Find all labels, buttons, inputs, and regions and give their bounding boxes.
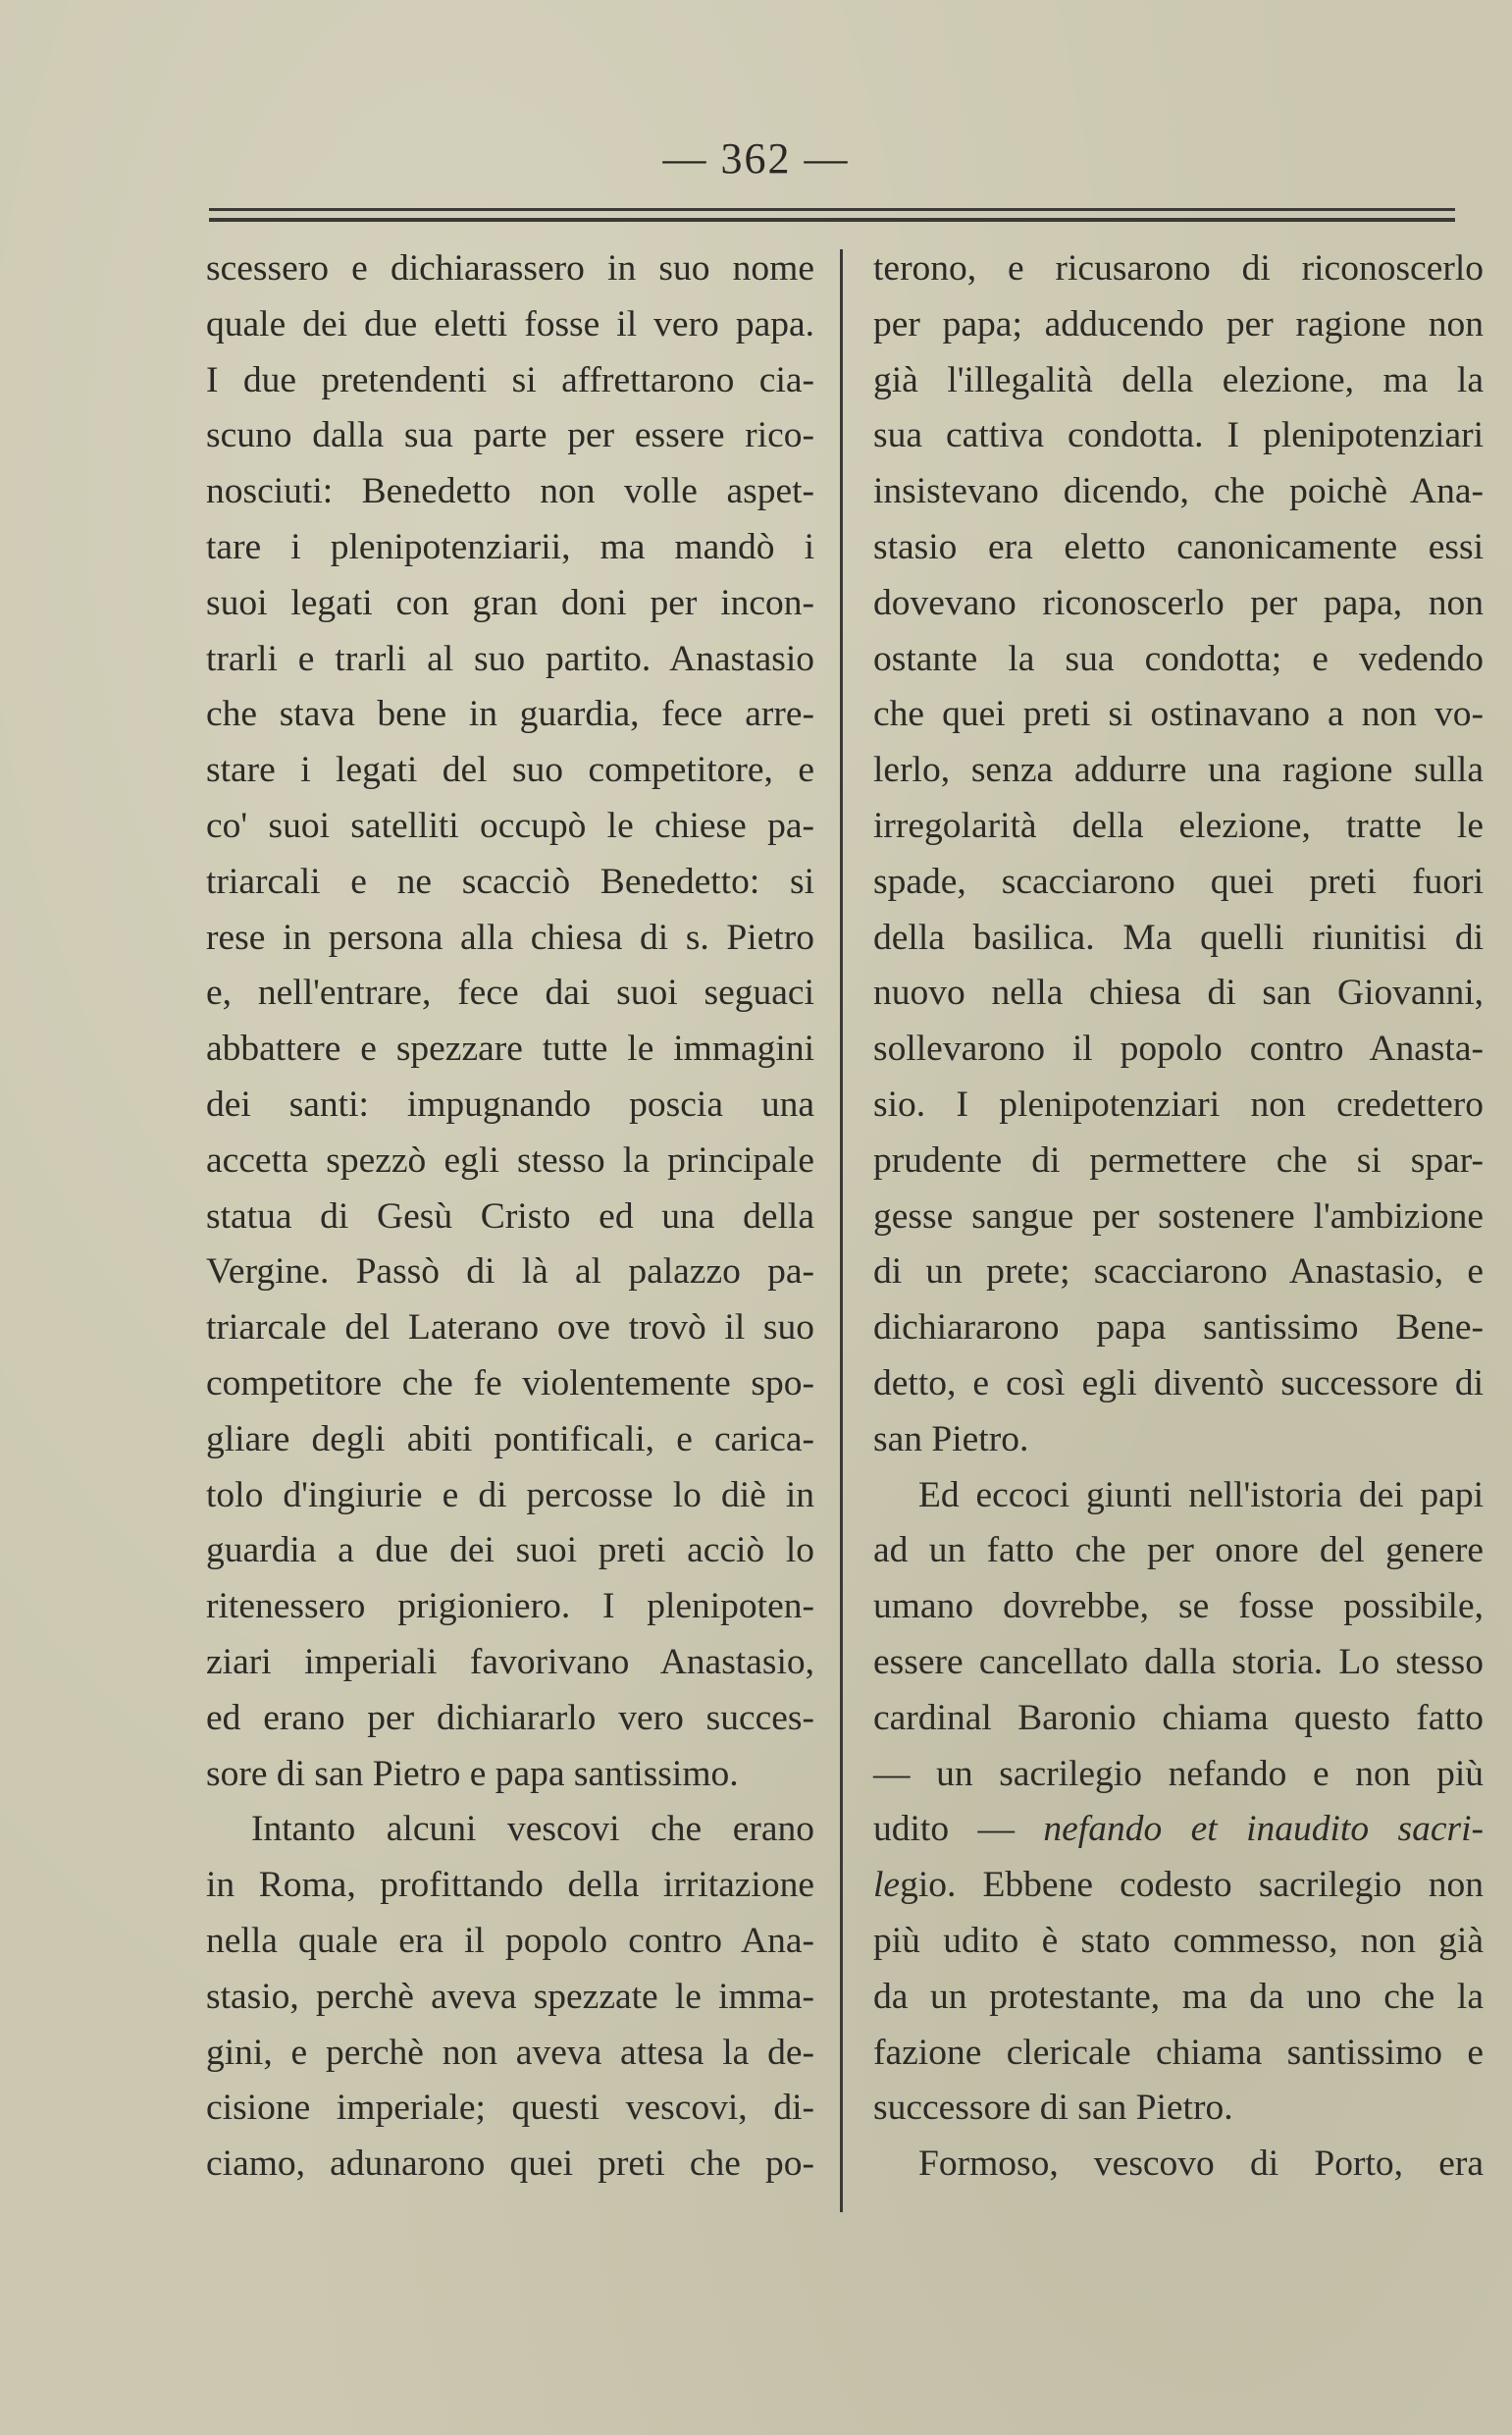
italic-latin-quote: le [873,1865,901,1906]
left-column [206,241,814,2193]
text-line: sua cattiva condotta. I plenipotenziari [873,415,1484,456]
text-line: — un sacrilegio nefando e non più [873,1753,1484,1794]
text-line: tare i plenipotenziarii, ma mandò i [206,526,814,567]
text-line: dichiararono papa santissimo Bene- [873,1307,1484,1349]
text-line: scessero e dichiarassero in suo nome [206,248,814,289]
text-line: tolo d'ingiurie e di percosse lo diè in [206,1474,814,1515]
text-line: gini, e perchè non aveva attesa la de- [206,2032,814,2073]
text-line: statua di Gesù Cristo ed una della [206,1195,814,1237]
text-line: rese in persona alla chiesa di s. Pietro [206,917,814,958]
text-line: ad un fatto che per onore del genere [873,1530,1484,1571]
text-line-with-italic [873,1802,1484,1858]
text-line: ed erano per dichiararlo vero succes- [206,1697,814,1738]
paragraph-start-line: Formoso, vescovo di Porto, era [918,2144,1484,2185]
text-line: ziari imperiali favorivano Anastasio, [206,1641,814,1682]
text-line: successore di san Pietro. [873,2088,1233,2129]
text-line: guardia a due dei suoi preti acciò lo [206,1530,814,1571]
text-line: quale dei due eletti fosse il vero papa. [206,303,814,344]
text-line: cardinal Baronio chiama questo fatto [873,1697,1484,1738]
text-line: triarcali e ne scacciò Benedetto: si [206,861,814,902]
text-line: ritenessero prigioniero. I plenipoten- [206,1586,814,1627]
text-line: umano dovrebbe, se fosse possibile, [873,1586,1484,1627]
text-line: più udito è stato commesso, non già [873,1920,1484,1961]
text-line: I due pretendenti si affrettarono cia- [206,359,814,400]
text-line: nella quale era il popolo contro Ana- [206,1920,814,1961]
text-line: lerlo, senza addurre una ragione sulla [873,750,1484,791]
paragraph-start-line: Intanto alcuni vescovi che erano [251,1809,814,1850]
text-line: in Roma, profittando della irritazione [206,1865,814,1906]
text-line: per papa; adducendo per ragione non [873,303,1484,344]
text-line: già l'illegalità della elezione, ma la [873,359,1484,400]
text-line: spade, scacciarono quei preti fuori [873,861,1484,902]
text-line: scuno dalla sua parte per essere rico- [206,415,814,456]
text-line: da un protestante, ma da uno che la [873,1976,1484,2017]
header-rule [209,208,1455,222]
text-line: san Pietro. [873,1418,1029,1459]
text-line: stare i legati del suo competitore, e [206,750,814,791]
text-line: abbattere e spezzare tutte le immagini [206,1029,814,1070]
text-line: che stava bene in guardia, fece arre- [206,694,814,735]
text-line: triarcale del Laterano ove trovò il suo [206,1307,814,1349]
text-fragment: udito — [873,1809,1044,1850]
column-separator [840,249,843,2212]
text-line: sio. I plenipotenziari non credettero [873,1084,1484,1125]
text-line: irregolarità della elezione, tratte le [873,805,1484,846]
text-line: sollevarono il popolo contro Anasta- [873,1029,1484,1070]
text-line: terono, e ricusarono di riconoscerlo [873,248,1484,289]
text-line: Vergine. Passò di là al palazzo pa- [206,1251,814,1293]
text-line: che quei preti si ostinavano a non vo- [873,694,1484,735]
text-line: ostante la sua condotta; e vedendo [873,638,1484,679]
text-line: trarli e trarli al suo partito. Anastasio [206,638,814,679]
text-line: nosciuti: Benedetto non volle aspet- [206,471,814,512]
text-line: di un prete; scacciarono Anastasio, e [873,1251,1484,1293]
text-line: prudente di permettere che si spar- [873,1139,1484,1181]
right-column [873,241,1484,2193]
text-line: stasio, perchè aveva spezzate le imma- [206,1976,814,2017]
text-line: insistevano dicendo, che poichè Ana- [873,471,1484,512]
text-line: e, nell'entrare, fece dai suoi seguaci [206,973,814,1014]
text-line: ciamo, adunarono quei preti che po- [206,2144,814,2185]
page-number: — 362 — [662,134,850,183]
text-line: dei santi: impugnando poscia una [206,1084,814,1125]
italic-latin-quote: nefando et inaudito sacri- [1043,1809,1484,1850]
text-line: gliare degli abiti pontificali, e carica- [206,1418,814,1459]
text-line: nuovo nella chiesa di san Giovanni, [873,973,1484,1014]
paragraph-start-line: Ed eccoci giunti nell'istoria dei papi [918,1474,1484,1515]
text-line: competitore che fe violentemente spo- [206,1362,814,1403]
text-line: sore di san Pietro e papa santissimo. [206,1753,739,1794]
text-line: essere cancellato dalla storia. Lo stesso [873,1641,1484,1682]
text-fragment: gio. Ebbene codesto sacrilegio non [900,1865,1484,1906]
text-line-with-italic [873,1858,1484,1914]
text-line: fazione clericale chiama santissimo e [873,2032,1484,2073]
text-line: accetta spezzò egli stesso la principale [206,1139,814,1181]
text-line: della basilica. Ma quelli riunitisi di [873,917,1484,958]
text-line: co' suoi satelliti occupò le chiese pa- [206,805,814,846]
text-line: gesse sangue per sostenere l'ambizione [873,1195,1484,1237]
text-line: stasio era eletto canonicamente essi [873,526,1484,567]
text-line: cisione imperiale; questi vescovi, di- [206,2088,814,2129]
text-line: dovevano riconoscerlo per papa, non [873,582,1484,623]
text-line: detto, e così egli diventò successore di [873,1362,1484,1403]
text-line: suoi legati con gran doni per incon- [206,582,814,623]
